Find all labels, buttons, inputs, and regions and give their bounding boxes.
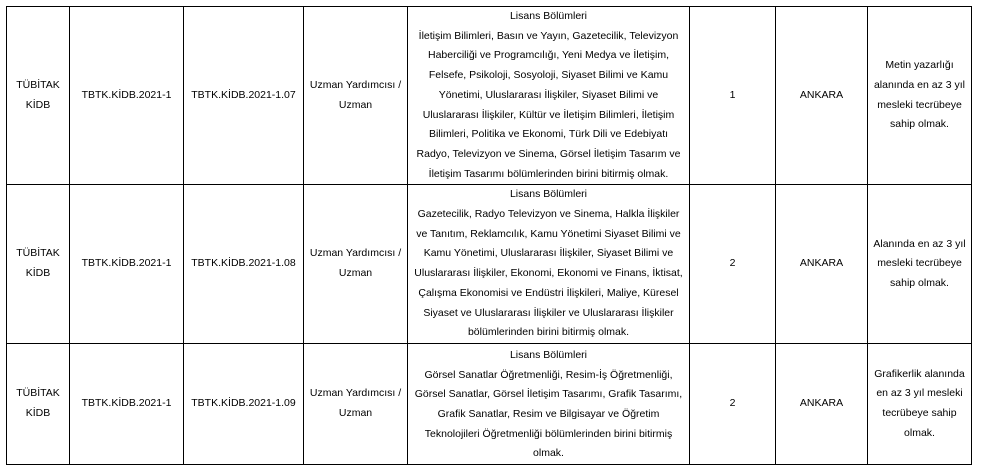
table-row <box>7 185 972 344</box>
requirement-cell: Metin yazarlığı alanında en az 3 yıl mesleki tecrübeye sahip olmak. <box>868 7 972 185</box>
requirement-cell: Alanında en az 3 yıl mesleki tecrübeye sahip olmak. <box>868 185 972 344</box>
programs-cell <box>408 7 690 185</box>
position-title-cell: Uzman Yardımcısı / Uzman <box>304 7 408 185</box>
position-title-cell: Uzman Yardımcısı / Uzman <box>304 185 408 344</box>
programs-text: Görsel Sanatlar Öğretmenliği, Resim-İş Öğretmenliği, Görsel Sanatlar, Görsel İletişim Tasarımı, Grafik Tasarımı, Grafik Sanatlar, Resim ve Bilgisayar ve Öğretim Teknolojileri Öğretmenliği bölümlerinden birini bitirmiş olmak. <box>414 368 683 460</box>
programs-heading: Lisans Bölümleri <box>509 188 588 201</box>
table-row <box>7 7 972 185</box>
programs-cell <box>408 343 690 464</box>
announcement-code-cell: TBTK.KİDB.2021-1 <box>70 343 184 464</box>
programs-cell <box>408 185 690 344</box>
institution-cell: TÜBİTAK KİDB <box>7 185 70 344</box>
announcement-code-cell: TBTK.KİDB.2021-1 <box>70 7 184 185</box>
programs-text: İletişim Bilimleri, Basın ve Yayın, Gazetecilik, Televizyon Haberciliği ve Programcılığı, Yeni Medya ve İletişim, Felsefe, Psikoloji, Sosyoloji, Siyaset Bilimi ve Kamu Yönetimi, Uluslararası İlişkiler, Siyaset Bilimi ve Uluslararası İlişkiler, Kültür ve İletişim Bilimleri, İletişim Bilimleri, Politika ve Ekonomi, Türk Dili ve Edebiyatı Radyo, Televizyon ve Sinema, Görsel İletişim Tasarım ve İletişim Tasarımı bölümlerinden birini bitirmiş olmak. <box>416 29 681 180</box>
position-count-cell: 2 <box>690 185 776 344</box>
position-code-cell: TBTK.KİDB.2021-1.07 <box>184 7 304 185</box>
position-count-cell: 1 <box>690 7 776 185</box>
programs-heading: Lisans Bölümleri <box>509 10 588 22</box>
institution-cell: TÜBİTAK KİDB <box>7 343 70 464</box>
positions-table <box>6 6 972 465</box>
position-code-cell: TBTK.KİDB.2021-1.08 <box>184 185 304 344</box>
requirement-cell: Grafikerlik alanında en az 3 yıl mesleki tecrübeye sahip olmak. <box>868 343 972 464</box>
location-cell: ANKARA <box>776 343 868 464</box>
position-code-cell: TBTK.KİDB.2021-1.09 <box>184 343 304 464</box>
announcement-code-cell: TBTK.KİDB.2021-1 <box>70 185 184 344</box>
programs-heading: Lisans Bölümleri <box>509 348 588 361</box>
programs-text: Gazetecilik, Radyo Televizyon ve Sinema, Halkla İlişkiler ve Tanıtım, Reklamcılık, Kamu Yönetimi Siyaset Bilimi ve Kamu Yönetimi, Uluslararası İlişkiler, Siyaset Bilimi ve Uluslararası İlişkiler, Ekonomi, Ekonomi ve Finans, İktisat, Çalışma Ekonomisi ve Endüstri İlişkileri, Maliye, Küresel Siyaset ve Uluslararası İlişkiler ve Uluslararası İlişkiler bölümlerinden birini bitirmiş olmak. <box>414 208 683 339</box>
position-count-cell: 2 <box>690 343 776 464</box>
location-cell: ANKARA <box>776 185 868 344</box>
institution-cell: TÜBİTAK KİDB <box>7 7 70 185</box>
location-cell: ANKARA <box>776 7 868 185</box>
position-title-cell: Uzman Yardımcısı / Uzman <box>304 343 408 464</box>
table-row <box>7 343 972 464</box>
